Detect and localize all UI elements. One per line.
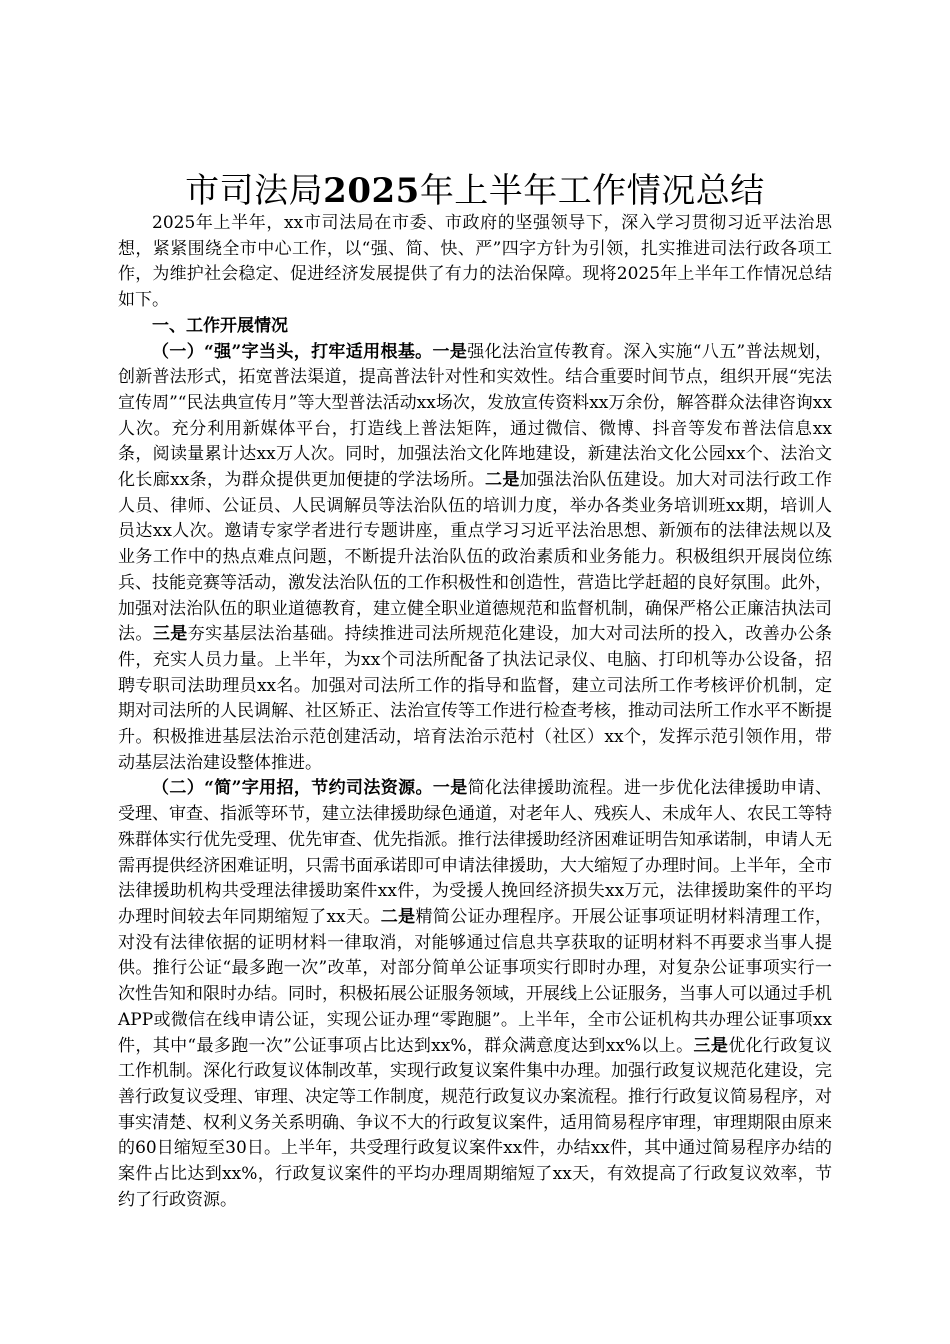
title-year: 2025: [323, 171, 420, 211]
item-marker: 三是: [693, 1035, 729, 1056]
document-body: [118, 211, 832, 1213]
paragraph-simple: [118, 776, 832, 1213]
intro-paragraph: 2025年上半年，xx市司法局在市委、市政府的坚强领导下，深入学习贯彻习近平法治思想，紧紧围绕全市中心工作，以“强、简、快、严”四字方针为引领，扎实推进司法行政各项工作，为维护社会稳定、促进经济发展提供了有力的法治保障。现将2025年上半年工作情况总结如下。: [118, 213, 832, 311]
subsection-heading: （一）“强”字当头，打牢适用根基。: [152, 341, 433, 362]
paragraph-strong: [118, 340, 832, 777]
document-title: [118, 170, 832, 212]
item-text: 简化法律援助流程。进一步优化法律援助申请、受理、审查、指派等环节，建立法律援助绿色通道，对老年人、残疾人、未成年人、农民工等特殊群体实行优先受理、优先审查、优先指派。推行法律援助经济困难证明告知承诺制，申请人无需再提供经济困难证明，只需书面承诺即可申请法律援助，大大缩短了办理时间。上半年，全市法律援助机构共受理法律援助案件xx件，为受援人挽回经济损失xx万元，法律援助案件的平均办理时间较去年同期缩短了xx天。: [118, 778, 833, 927]
title-part-1: 市司法局: [185, 171, 324, 211]
item-marker: 一是: [432, 341, 468, 362]
item-text: 精简公证办理程序。开展公证事项证明材料清理工作，对没有法律依据的证明材料一律取消，对能够通过信息共享获取的证明材料不再要求当事人提供。推行公证“最多跑一次”改革，对部分简单公证事项实行即时办理，对复杂公证事项实行一次性告知和限时办结。同时，积极拓展公证服务领域，开展线上公证服务，当事人可以通过手机APP或微信在线申请公证，实现公证办理“零跑腿”。上半年，全市公证机构共办理公证事项xx件，其中“最多跑一次”公证事项占比达到xx%，群众满意度达到xx%以上。: [118, 906, 833, 1056]
item-text: 优化行政复议工作机制。深化行政复议体制改革，实现行政复议案件集中办理。加强行政复议规范化建设，完善行政复议受理、审理、决定等工作制度，规范行政复议办案流程。推行行政复议简易程序，对事实清楚、权利义务关系明确、争议不大的行政复议案件，适用简易程序审理，审理期限由原来的60日缩短至30日。上半年，共受理行政复议案件xx件，办结xx件，其中通过简易程序办结的案件占比达到xx%，行政复议案件的平均办理周期缩短了xx天，有效提高了行政复议效率，节约了行政资源。: [118, 1035, 833, 1210]
item-marker: 三是: [152, 624, 188, 645]
section-heading: 一、工作开展情况: [152, 315, 288, 336]
item-marker: 一是: [432, 778, 468, 799]
item-text: 夯实基层法治基础。持续推进司法所规范化建设，加大对司法所的投入，改善办公条件，充实人员力量。上半年，为xx个司法所配备了执法记录仪、电脑、打印机等办公设备，招聘专职司法助理员xx名。加强对司法所工作的指导和监督，建立司法所工作考核评价机制，定期对司法所的人民调解、社区矫正、法治宣传等工作进行检查考核，推动司法所工作水平不断提升。积极推进基层法治示范创建活动，培育法治示范村（社区）xx个，发挥示范引领作用，带动基层法治建设整体推进。: [118, 624, 833, 773]
item-text: 加强法治队伍建设。加大对司法行政工作人员、律师、公证员、人民调解员等法治队伍的培训力度，举办各类业务培训班xx期，培训人员达xx人次。邀请专家学者进行专题讲座，重点学习习近平法治思想、新颁布的法律法规以及业务工作中的热点难点问题，不断提升法治队伍的政治素质和业务能力。积极组织开展岗位练兵、技能竞赛等活动，激发法治队伍的工作积极性和创造性，营造比学赶超的良好氛围。此外，加强对法治队伍的职业道德教育，建立健全职业道德规范和监督机制，确保严格公正廉洁执法司法。: [118, 470, 832, 645]
item-text: 强化法治宣传教育。深入实施“八五”普法规划，创新普法形式，拓宽普法渠道，提高普法针对性和实效性。结合重要时间节点，组织开展“宪法宣传周”“民法典宣传月”等大型普法活动xx场次，发放宣传资料xx万余份，解答群众法律咨询xx人次。充分利用新媒体平台，打造线上普法矩阵，通过微信、微博、抖音等发布普法信息xx条，阅读量累计达xx万人次。同时，加强法治文化阵地建设，新建法治文化公园xx个、法治文化长廊xx条，为群众提供更加便捷的学法场所。: [118, 341, 832, 491]
title-part-2: 年上半年工作情况总结: [419, 171, 765, 211]
item-marker: 二是: [484, 470, 520, 491]
subsection-heading: （二）“简”字用招，节约司法资源。: [152, 778, 433, 799]
item-marker: 二是: [380, 906, 416, 927]
